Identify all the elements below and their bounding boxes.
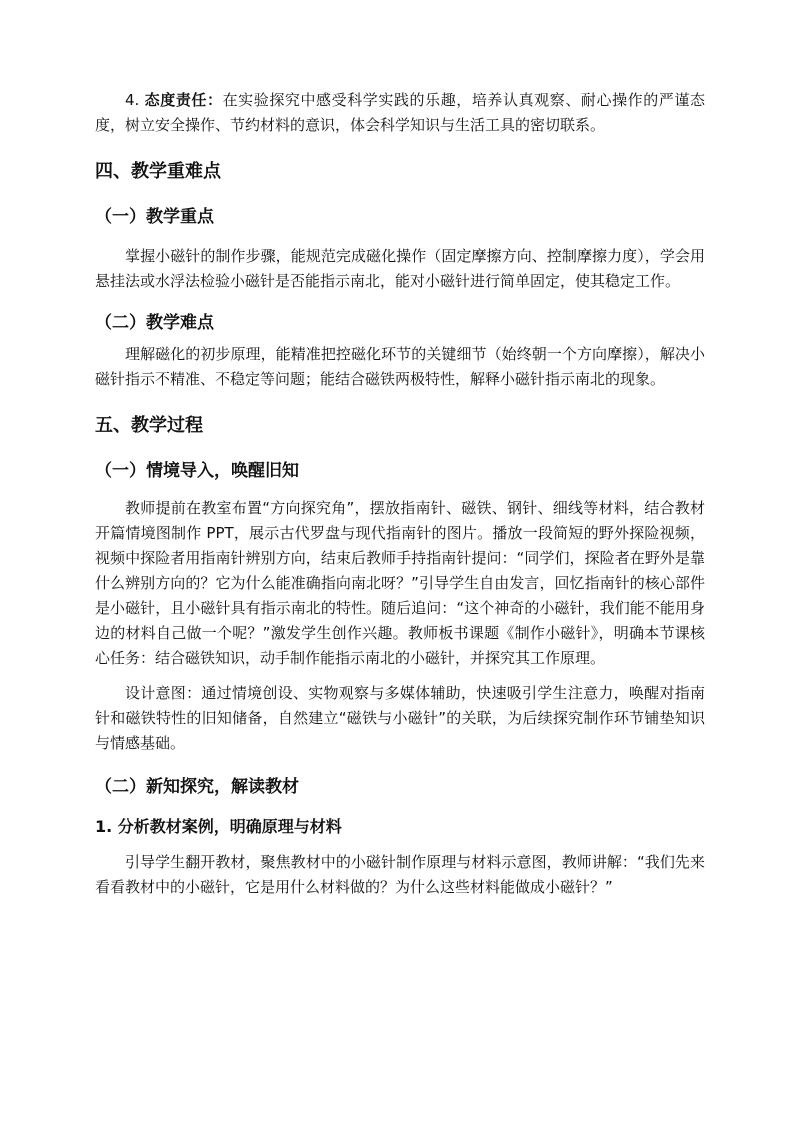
subheading-difficulties: （二）教学难点 (95, 313, 214, 333)
subheading-analyze: 1. 分析教材案例，明确原理与材料 (95, 817, 342, 836)
paragraph-intro: 教师提前在教室布置“方向探究角”，摆放指南针、磁铁、钢针、细线等材料，结合教材开篇情境图制作 PPT，展示古代罗盘与现代指南针的图片。播放一段简短的野外探险视频，视频中探险者用指南针辨别方向，结束后教师手持指南针提问：“同学们，探险者在野外是靠什么辨别方向的？它为什么能准确指向南北呀？”引导学生自由发言，回忆指南针的核心部件是小磁针，且小磁针具有指示南北的特性。随后追问：“这个神奇的小磁针，我们能不能用身边的材料自己做一个呢？”激发学生创作兴趣。教师板书课题《制作小磁针》，明确本节课核心任务：结合磁铁知识，动手制作能指示南北的小磁针，并探究其工作原理。 (95, 499, 705, 667)
subheading-key-points: （一）教学重点 (95, 207, 214, 227)
paragraph-design-intent: 设计意图：通过情境创设、实物观察与多媒体辅助，快速吸引学生注意力，唤醒对指南针和磁铁特性的旧知储备，自然建立“磁铁与小磁针”的关联，为后续探究制作环节铺垫知识与情感基础。 (95, 684, 705, 752)
section-heading-5: 五、教学过程 (95, 415, 203, 436)
paragraph-analyze: 引导学生翻开教材，聚焦教材中的小磁针制作原理与材料示意图，教师讲解：“我们先来看看教材中的小磁针，它是用什么材料做的？为什么这些材料能做成小磁针？” (95, 853, 705, 896)
paragraph-attitude (95, 88, 705, 138)
section-heading-4: 四、教学重难点 (95, 161, 221, 182)
item-label: 态度责任： (144, 91, 223, 109)
item-number: 4. (125, 91, 140, 109)
paragraph-difficulties: 理解磁化的初步原理，能精准把控磁化环节的关键细节（始终朝一个方向摩擦），解决小磁针指示不精准、不稳定等问题；能结合磁铁两极特性，解释小磁针指示南北的现象。 (95, 345, 705, 388)
subheading-explore: （二）新知探究，解读教材 (95, 777, 299, 797)
document-page (95, 88, 705, 900)
subheading-intro: （一）情境导入，唤醒旧知 (95, 461, 299, 481)
item-text: 在实验探究中感受科学实践的乐趣，培养认真观察、耐心操作的严谨态度，树立安全操作、节约材料的意识，体会科学知识与生活工具的密切联系。 (95, 91, 705, 134)
paragraph-key-points: 掌握小磁针的制作步骤，能规范完成磁化操作（固定摩擦方向、控制摩擦力度），学会用悬挂法或水浮法检验小磁针是否能指示南北，能对小磁针进行简单固定，使其稳定工作。 (95, 247, 705, 290)
